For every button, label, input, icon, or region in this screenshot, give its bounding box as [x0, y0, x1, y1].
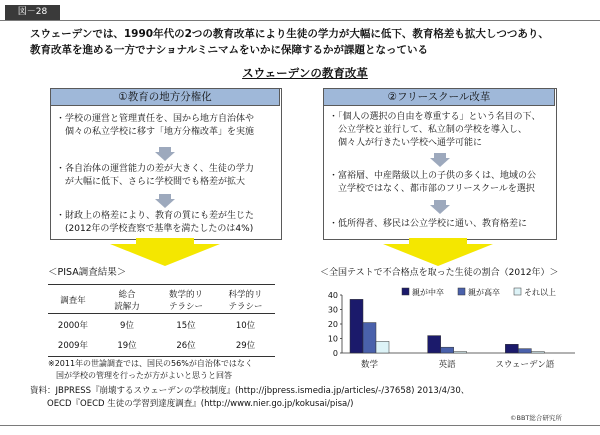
right-bullet-2-line-2: 立学校ではなく、都市部のフリースクールを選択 — [329, 184, 535, 194]
bar — [505, 344, 518, 353]
bar — [531, 352, 544, 353]
table-cell: 26位 — [176, 341, 196, 351]
left-box-title: ①教育の地方分権化 — [50, 88, 280, 106]
figure-label: 図－28 — [5, 5, 60, 20]
bottom-divider — [0, 425, 600, 426]
left-bullet-1-line-2: 個々の私立学校に移す「地方分権改革」を実施 — [56, 127, 255, 137]
bar — [363, 323, 376, 353]
copyright: ©BBT総合研究所 — [510, 414, 562, 422]
right-down-arrow-1 — [430, 158, 450, 167]
chart-title: ＜全国テストで不合格点を取った生徒の割合（2012年）＞ — [320, 268, 559, 278]
x-category-label: 英語 — [438, 360, 456, 370]
left-down-arrow-1 — [155, 152, 175, 161]
bar-chart — [320, 283, 580, 388]
left-bullet-3-line-2: (2012年の学校査察で基準を満たしたのは4%) — [56, 224, 254, 234]
bar — [441, 347, 454, 353]
pisa-header-math: 数学的リ テラシー — [168, 290, 203, 312]
right-yellow-arrow — [383, 244, 493, 266]
left-down-arrow-2-stem — [159, 194, 171, 200]
top-divider — [0, 20, 600, 21]
y-tick-label: 20 — [327, 320, 338, 329]
right-bullet-1 — [329, 111, 555, 150]
right-bullet-1-line-2: 公立学校と並行して、私立制の学校を導入し、 — [329, 125, 527, 135]
pisa-title: ＜PISA調査結果＞ — [48, 267, 127, 278]
legend-swatch — [458, 288, 465, 295]
table-cell: 19位 — [117, 341, 137, 351]
right-bullet-2-line-1: ・富裕層、中産階級以上の子供の多くは、地域の公 — [329, 171, 537, 181]
left-bullet-3-line-1: ・財政上の格差により、教育の質にも差が生じた — [56, 211, 255, 221]
left-bullet-2-line-2: が大幅に低下、さらに学校間でも格差が拡大 — [56, 177, 246, 187]
table-row — [48, 315, 275, 335]
pisa-note — [48, 358, 288, 382]
bar — [428, 336, 441, 353]
x-category-label: スウェーデン語 — [495, 360, 555, 370]
bar — [376, 341, 389, 353]
y-tick-label: 10 — [327, 334, 338, 344]
table-cell: 29位 — [235, 341, 256, 351]
pisa-top-rule — [48, 284, 275, 285]
pisa-header-rule — [48, 313, 275, 314]
y-tick-label: 0 — [332, 349, 338, 358]
left-bullet-1 — [56, 113, 280, 139]
right-bullet-3-line-1: ・低所得者、移民は公立学校に通い、教育格差に — [329, 219, 528, 229]
bar — [518, 349, 531, 353]
table-cell: 2009年 — [57, 341, 89, 351]
left-bullet-2-line-1: ・各自治体の運営能力の差が大きく、生徒の学力 — [56, 164, 254, 174]
right-box-title: ②フリースクール改革 — [323, 88, 555, 106]
reform-title: スウェーデンの教育改革 — [242, 66, 368, 80]
left-down-arrow-2 — [155, 199, 175, 208]
source-text — [30, 385, 590, 411]
legend-swatch — [402, 288, 409, 295]
left-down-arrow-1-stem — [159, 147, 171, 153]
left-bullet-2 — [56, 163, 280, 189]
right-down-arrow-1-stem — [434, 153, 446, 159]
intro-text — [30, 26, 590, 58]
y-tick-label: 30 — [327, 305, 338, 315]
right-down-arrow-2 — [430, 205, 450, 214]
table-cell: 10位 — [235, 321, 256, 331]
pisa-table-body — [48, 315, 275, 355]
bar — [454, 352, 467, 353]
legend-label: 親が中卒 — [412, 288, 444, 297]
pisa-header-reading: 総合 読解力 — [114, 290, 140, 312]
source-line-1: 資料：JBPRESS『崩壊するスウェーデンの学校制度』(http://jbpress.ismedia.jp/articles/-/37658) 2013/4/30、 — [30, 386, 470, 396]
table-cell: 15位 — [176, 321, 196, 331]
legend-label: 親が高卒 — [468, 288, 500, 297]
pisa-header-science: 科学的リ テラシー — [228, 290, 263, 312]
intro-line-1: スウェーデンでは、1990年代の2つの教育改革により生徒の学力が大幅に低下、教育格差も拡大しつつあり、 — [30, 28, 549, 40]
pisa-header-year: 調査年 — [60, 296, 86, 306]
left-bullet-3 — [56, 210, 280, 236]
y-tick-label: 40 — [327, 291, 338, 300]
right-down-arrow-2-stem — [434, 200, 446, 206]
right-bullet-3 — [329, 218, 555, 231]
pisa-note-line-2: 国が学校の管理を行ったが方がよいと思うと回答 — [48, 371, 232, 380]
table-cell: 9位 — [120, 321, 134, 331]
left-yellow-arrow — [110, 244, 220, 266]
legend-label: それ以上 — [524, 288, 556, 297]
table-row — [48, 335, 275, 355]
left-bullet-1-line-1: ・学校の運営と管理責任を、国から地方自治体や — [56, 114, 255, 124]
pisa-table — [48, 287, 275, 313]
table-cell: 2000年 — [57, 321, 89, 331]
right-bullet-2 — [329, 170, 555, 196]
source-line-2: OECD『OECD 生徒の学習到達度調査』(http://www.nier.go.jp/kokusai/pisa/) — [30, 399, 354, 409]
legend-swatch — [514, 288, 521, 295]
bar — [350, 299, 363, 353]
right-bullet-1-line-1: ・「個人の選択の自由を尊重する」という名目の下、 — [329, 112, 541, 122]
pisa-note-line-1: ※2011年の世論調査では、国民の56%が自治体ではなく — [48, 359, 253, 368]
pisa-bottom-rule — [48, 356, 275, 357]
pisa-header-row — [48, 287, 275, 313]
x-category-label: 数学 — [360, 360, 379, 370]
intro-line-2: 教育改革を進める一方でナショナルミニマムをいかに保障するかが課題となっている — [30, 44, 429, 56]
right-bullet-1-line-3: 個々人が行きたい学校へ通学可能に — [329, 138, 483, 148]
